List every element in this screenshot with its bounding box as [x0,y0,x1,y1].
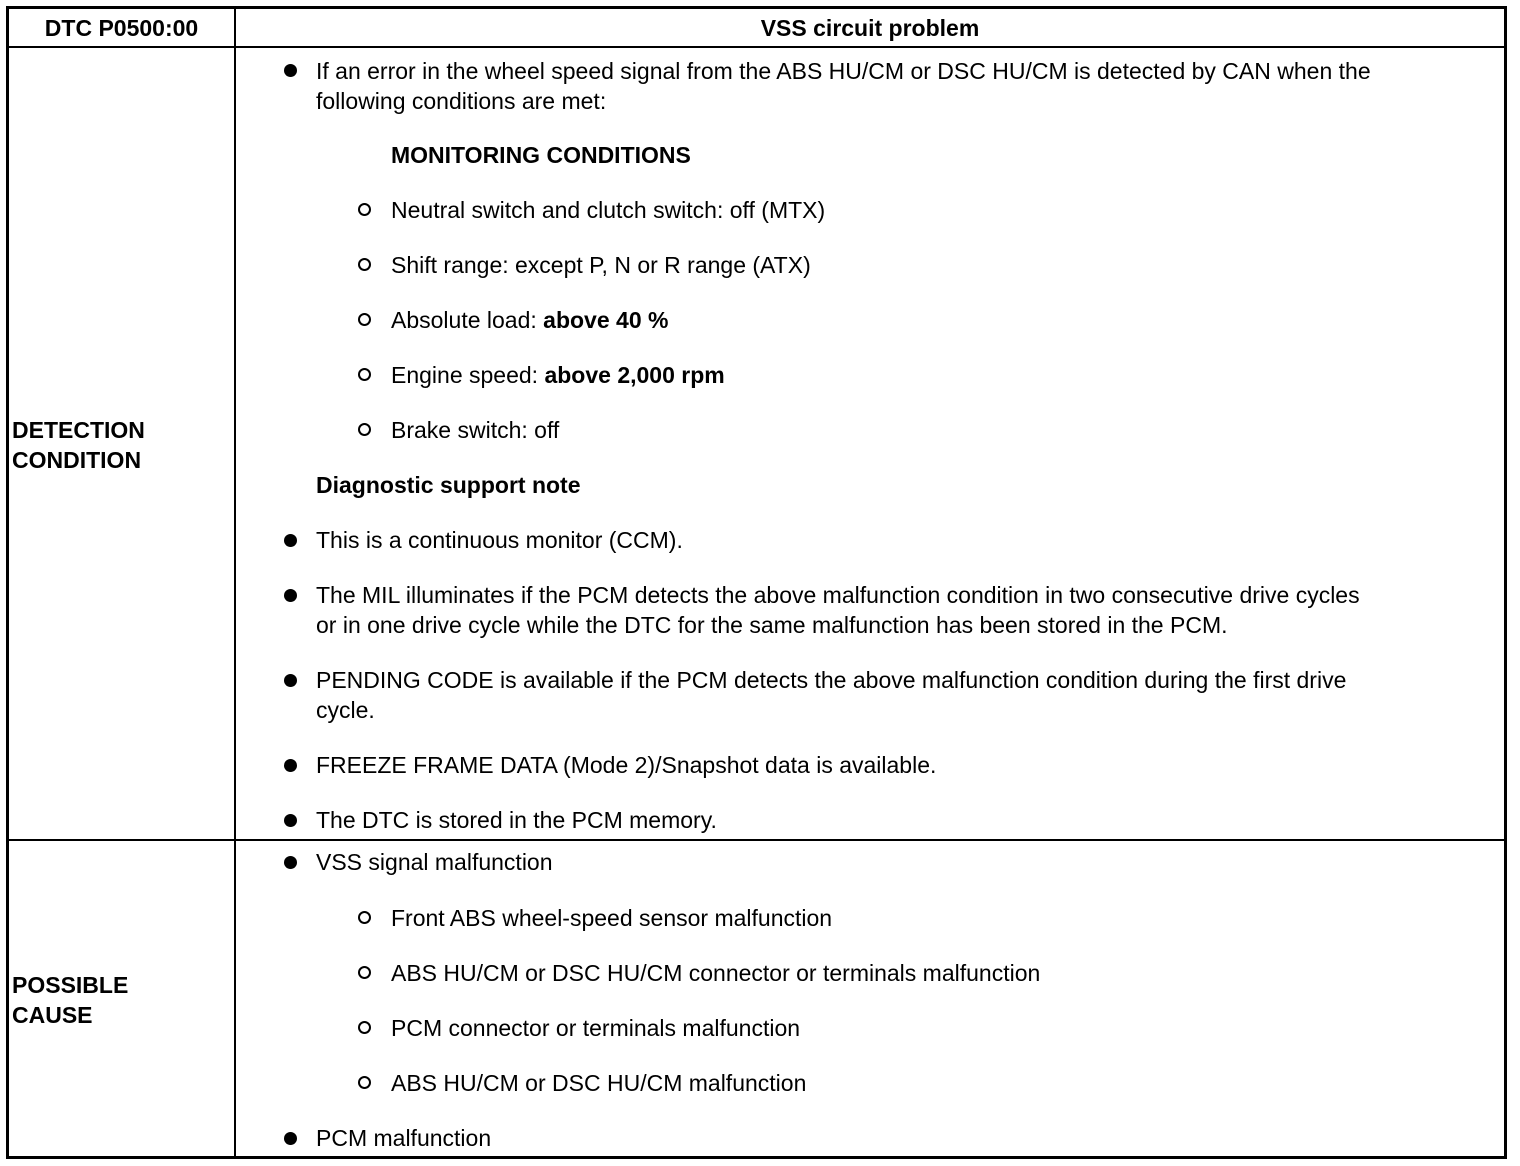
diagnostic-support-heading: Diagnostic support note [316,472,581,498]
row-divider [6,839,1507,841]
cause-item: PCM malfunction [316,1125,492,1151]
note-item: The DTC is stored in the PCM memory. [316,807,717,833]
intro-text: If an error in the wheel speed signal from the ABS HU/CM or DSC HU/CM is detected by CAN when the following conditions are met: [316,58,1371,114]
dtc-code: DTC P0500:00 [44,15,199,41]
circle-bullet-icon [358,423,371,436]
note-item: FREEZE FRAME DATA (Mode 2)/Snapshot data is available. [316,752,937,778]
detection-condition-label: DETECTION CONDITION [12,417,145,473]
bullet-icon [284,1132,297,1145]
note-item: PENDING CODE is available if the PCM detects the above malfunction condition during the first drive cycle. [316,667,1347,723]
circle-bullet-icon [358,1076,371,1089]
condition-item: Neutral switch and clutch switch: off (MTX) [391,197,826,223]
cause-subitem: PCM connector or terminals malfunction [391,1015,801,1041]
condition-item: Engine speed: above 2,000 rpm [391,362,725,388]
cause-subitem: ABS HU/CM or DSC HU/CM connector or terminals malfunction [391,960,1041,986]
condition-value: above 2,000 rpm [544,362,725,388]
circle-bullet-icon [358,203,371,216]
bullet-icon [284,64,297,77]
cause-subitem: Front ABS wheel-speed sensor malfunction [391,905,833,931]
circle-bullet-icon [358,966,371,979]
bullet-icon [284,856,297,869]
bullet-icon [284,674,297,687]
column-divider [234,6,236,1159]
condition-item: Brake switch: off [391,417,560,443]
note-item: This is a continuous monitor (CCM). [316,527,683,553]
circle-bullet-icon [358,368,371,381]
dtc-title: VSS circuit problem [760,15,980,41]
cause-item: VSS signal malfunction [316,849,553,875]
bullet-icon [284,759,297,772]
circle-bullet-icon [358,313,371,326]
header-divider [6,46,1507,48]
circle-bullet-icon [358,1021,371,1034]
circle-bullet-icon [358,911,371,924]
bullet-icon [284,534,297,547]
bullet-icon [284,814,297,827]
monitoring-conditions-heading: MONITORING CONDITIONS [391,142,691,168]
condition-item: Absolute load: above 40 % [391,307,669,333]
cause-subitem: ABS HU/CM or DSC HU/CM malfunction [391,1070,807,1096]
bullet-icon [284,589,297,602]
condition-value: above 40 % [543,307,669,333]
note-item: The MIL illuminates if the PCM detects the above malfunction condition in two consecutive drive cycles or in one drive cycle while the DTC for the same malfunction has been stored in the PCM. [316,582,1360,638]
condition-item: Shift range: except P, N or R range (ATX) [391,252,811,278]
possible-cause-label: POSSIBLE CAUSE [12,972,129,1028]
circle-bullet-icon [358,258,371,271]
